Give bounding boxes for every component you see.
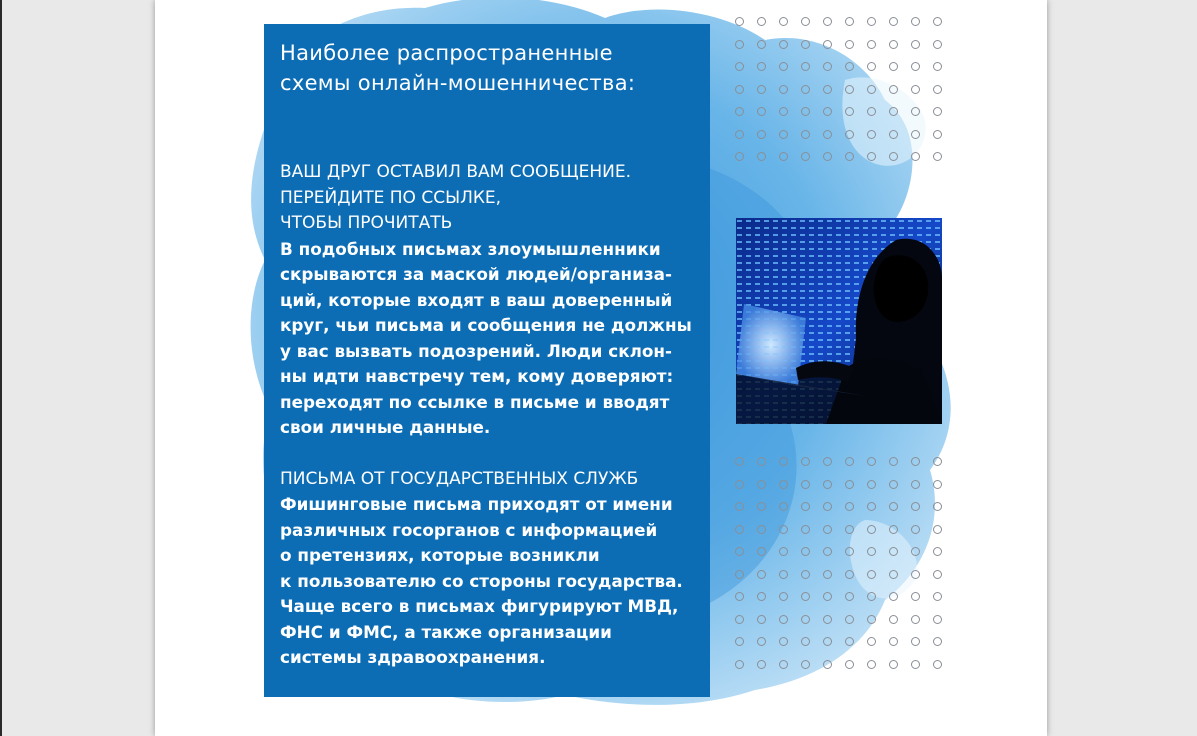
decorative-dot xyxy=(801,592,810,601)
section-body: В подобных письмах злоумышленники скрываются за маской людей/организа- ций, которые входят в ваш доверенный круг, чьи письма и сообщения не должны у вас вызвать подозрений. Люди склон- ны идти навстречу тем, кому доверяют: переходят по ссылке в письме и вводят свои личные данные. xyxy=(280,238,692,437)
decorative-dot xyxy=(735,502,744,511)
decorative-dot xyxy=(933,480,942,489)
decorative-dot xyxy=(779,525,788,534)
decorative-dot xyxy=(801,570,810,579)
section-government-letters xyxy=(280,467,694,671)
decorative-dot xyxy=(823,502,832,511)
decorative-dot xyxy=(757,107,766,116)
decorative-dot xyxy=(911,62,920,71)
decorative-dot xyxy=(933,457,942,466)
decorative-dot xyxy=(823,615,832,624)
decorative-dot xyxy=(779,615,788,624)
decorative-dot xyxy=(867,615,876,624)
decorative-dot xyxy=(801,615,810,624)
decorative-dot xyxy=(823,457,832,466)
decorative-dot xyxy=(823,480,832,489)
decorative-dot xyxy=(933,107,942,116)
decorative-dot xyxy=(911,615,920,624)
decorative-dot xyxy=(779,130,788,139)
decorative-dot xyxy=(779,660,788,669)
decorative-dot xyxy=(933,592,942,601)
decorative-dot xyxy=(801,660,810,669)
decorative-dot xyxy=(889,62,898,71)
decorative-dot xyxy=(735,547,744,556)
decorative-dot xyxy=(757,40,766,49)
decorative-dot xyxy=(801,525,810,534)
decorative-dot xyxy=(801,547,810,556)
decorative-dot xyxy=(845,17,854,26)
decorative-dot xyxy=(735,637,744,646)
section-heading: ВАШ ДРУГ ОСТАВИЛ ВАМ СООБЩЕНИЕ. ПЕРЕЙДИТЕ ПО ССЫЛКЕ, ЧТОБЫ ПРОЧИТАТЬ xyxy=(280,162,632,233)
decorative-dot xyxy=(889,637,898,646)
decorative-dot-grid-top xyxy=(735,17,955,161)
decorative-dot xyxy=(867,62,876,71)
decorative-dot xyxy=(757,525,766,534)
decorative-dot xyxy=(911,592,920,601)
decorative-dot xyxy=(779,570,788,579)
decorative-dot xyxy=(735,130,744,139)
decorative-dot xyxy=(735,480,744,489)
decorative-dot xyxy=(735,107,744,116)
decorative-dot xyxy=(757,570,766,579)
decorative-dot xyxy=(845,480,854,489)
decorative-dot xyxy=(889,480,898,489)
decorative-dot xyxy=(911,502,920,511)
decorative-dot xyxy=(845,457,854,466)
decorative-dot xyxy=(801,107,810,116)
decorative-dot xyxy=(911,570,920,579)
decorative-dot xyxy=(867,107,876,116)
decorative-dot xyxy=(779,62,788,71)
decorative-dot xyxy=(867,457,876,466)
decorative-dot xyxy=(757,62,766,71)
decorative-dot xyxy=(779,502,788,511)
decorative-dot xyxy=(867,40,876,49)
decorative-dot xyxy=(933,17,942,26)
decorative-dot xyxy=(801,85,810,94)
decorative-dot xyxy=(801,637,810,646)
decorative-dot xyxy=(823,62,832,71)
decorative-dot xyxy=(845,85,854,94)
text-panel xyxy=(264,24,710,697)
decorative-dot xyxy=(801,502,810,511)
decorative-dot xyxy=(757,547,766,556)
decorative-dot xyxy=(933,525,942,534)
decorative-dot xyxy=(757,615,766,624)
decorative-dot-grid-bottom xyxy=(735,457,955,669)
decorative-dot xyxy=(779,40,788,49)
decorative-dot xyxy=(845,130,854,139)
decorative-dot xyxy=(757,480,766,489)
decorative-dot xyxy=(801,152,810,161)
decorative-dot xyxy=(779,547,788,556)
decorative-dot xyxy=(911,525,920,534)
decorative-dot xyxy=(867,592,876,601)
decorative-dot xyxy=(933,570,942,579)
window-left-border xyxy=(0,0,2,736)
decorative-dot xyxy=(867,85,876,94)
decorative-dot xyxy=(933,502,942,511)
decorative-dot xyxy=(845,570,854,579)
section-friend-message xyxy=(280,160,694,441)
decorative-dot xyxy=(889,457,898,466)
decorative-dot xyxy=(845,637,854,646)
decorative-dot xyxy=(867,17,876,26)
decorative-dot xyxy=(823,107,832,116)
decorative-dot xyxy=(867,570,876,579)
decorative-dot xyxy=(735,152,744,161)
decorative-dot xyxy=(757,637,766,646)
decorative-dot xyxy=(933,660,942,669)
decorative-dot xyxy=(933,40,942,49)
decorative-dot xyxy=(911,480,920,489)
decorative-dot xyxy=(845,502,854,511)
hacker-photo xyxy=(736,218,942,424)
decorative-dot xyxy=(889,615,898,624)
decorative-dot xyxy=(889,152,898,161)
decorative-dot xyxy=(889,660,898,669)
decorative-dot xyxy=(801,480,810,489)
decorative-dot xyxy=(911,85,920,94)
decorative-dot xyxy=(779,480,788,489)
decorative-dot xyxy=(801,17,810,26)
decorative-dot xyxy=(823,547,832,556)
decorative-dot xyxy=(845,107,854,116)
decorative-dot xyxy=(911,107,920,116)
decorative-dot xyxy=(735,525,744,534)
decorative-dot xyxy=(867,152,876,161)
decorative-dot xyxy=(867,480,876,489)
decorative-dot xyxy=(735,592,744,601)
decorative-dot xyxy=(911,152,920,161)
decorative-dot xyxy=(779,17,788,26)
decorative-dot xyxy=(845,660,854,669)
decorative-dot xyxy=(889,592,898,601)
decorative-dot xyxy=(933,637,942,646)
decorative-dot xyxy=(889,130,898,139)
decorative-dot xyxy=(845,525,854,534)
decorative-dot xyxy=(823,40,832,49)
decorative-dot xyxy=(735,457,744,466)
decorative-dot xyxy=(757,660,766,669)
decorative-dot xyxy=(801,457,810,466)
decorative-dot xyxy=(889,547,898,556)
decorative-dot xyxy=(823,17,832,26)
decorative-dot xyxy=(735,17,744,26)
decorative-dot xyxy=(889,525,898,534)
decorative-dot xyxy=(823,570,832,579)
decorative-dot xyxy=(823,592,832,601)
decorative-dot xyxy=(735,570,744,579)
hacker-illustration xyxy=(736,218,942,424)
decorative-dot xyxy=(779,152,788,161)
decorative-dot xyxy=(801,62,810,71)
decorative-dot xyxy=(845,547,854,556)
decorative-dot xyxy=(867,502,876,511)
decorative-dot xyxy=(911,17,920,26)
section-body: Фишинговые письма приходят от имени различных госорганов с информацией о претензиях, которые возникли к пользователю со стороны государства. Чаще всего в письмах фигурируют МВД, ФНС и ФМС, а также организации системы здравоохранения. xyxy=(280,494,683,667)
decorative-dot xyxy=(933,62,942,71)
decorative-dot xyxy=(889,85,898,94)
decorative-dot xyxy=(911,130,920,139)
decorative-dot xyxy=(845,615,854,624)
decorative-dot xyxy=(889,17,898,26)
decorative-dot xyxy=(889,40,898,49)
decorative-dot xyxy=(911,457,920,466)
decorative-dot xyxy=(757,502,766,511)
decorative-dot xyxy=(779,457,788,466)
document-title: Наиболее распространенные схемы онлайн-мошенничества: xyxy=(280,41,636,95)
decorative-dot xyxy=(867,637,876,646)
decorative-dot xyxy=(845,40,854,49)
decorative-dot xyxy=(735,85,744,94)
decorative-dot xyxy=(801,130,810,139)
document-page xyxy=(155,0,1047,736)
decorative-dot xyxy=(867,525,876,534)
decorative-dot xyxy=(823,85,832,94)
decorative-dot xyxy=(889,570,898,579)
decorative-dot xyxy=(845,152,854,161)
decorative-dot xyxy=(911,547,920,556)
decorative-dot xyxy=(867,660,876,669)
decorative-dot xyxy=(779,85,788,94)
decorative-dot xyxy=(823,525,832,534)
decorative-dot xyxy=(823,660,832,669)
decorative-dot xyxy=(757,85,766,94)
decorative-dot xyxy=(757,152,766,161)
decorative-dot xyxy=(911,637,920,646)
decorative-dot xyxy=(867,547,876,556)
decorative-dot xyxy=(911,660,920,669)
decorative-dot xyxy=(867,130,876,139)
decorative-dot xyxy=(757,17,766,26)
decorative-dot xyxy=(933,130,942,139)
decorative-dot xyxy=(933,547,942,556)
decorative-dot xyxy=(735,660,744,669)
decorative-dot xyxy=(779,637,788,646)
decorative-dot xyxy=(823,130,832,139)
decorative-dot xyxy=(845,592,854,601)
section-heading: ПИСЬМА ОТ ГОСУДАРСТВЕННЫХ СЛУЖБ xyxy=(280,468,639,489)
decorative-dot xyxy=(845,62,854,71)
decorative-dot xyxy=(779,107,788,116)
decorative-dot xyxy=(933,615,942,624)
decorative-dot xyxy=(757,130,766,139)
decorative-dot xyxy=(735,615,744,624)
decorative-dot xyxy=(757,592,766,601)
decorative-dot xyxy=(889,107,898,116)
decorative-dot xyxy=(823,152,832,161)
decorative-dot xyxy=(779,592,788,601)
decorative-dot xyxy=(735,40,744,49)
decorative-dot xyxy=(911,40,920,49)
decorative-dot xyxy=(933,85,942,94)
decorative-dot xyxy=(933,152,942,161)
decorative-dot xyxy=(757,457,766,466)
decorative-dot xyxy=(735,62,744,71)
decorative-dot xyxy=(889,502,898,511)
decorative-dot xyxy=(801,40,810,49)
decorative-dot xyxy=(823,637,832,646)
